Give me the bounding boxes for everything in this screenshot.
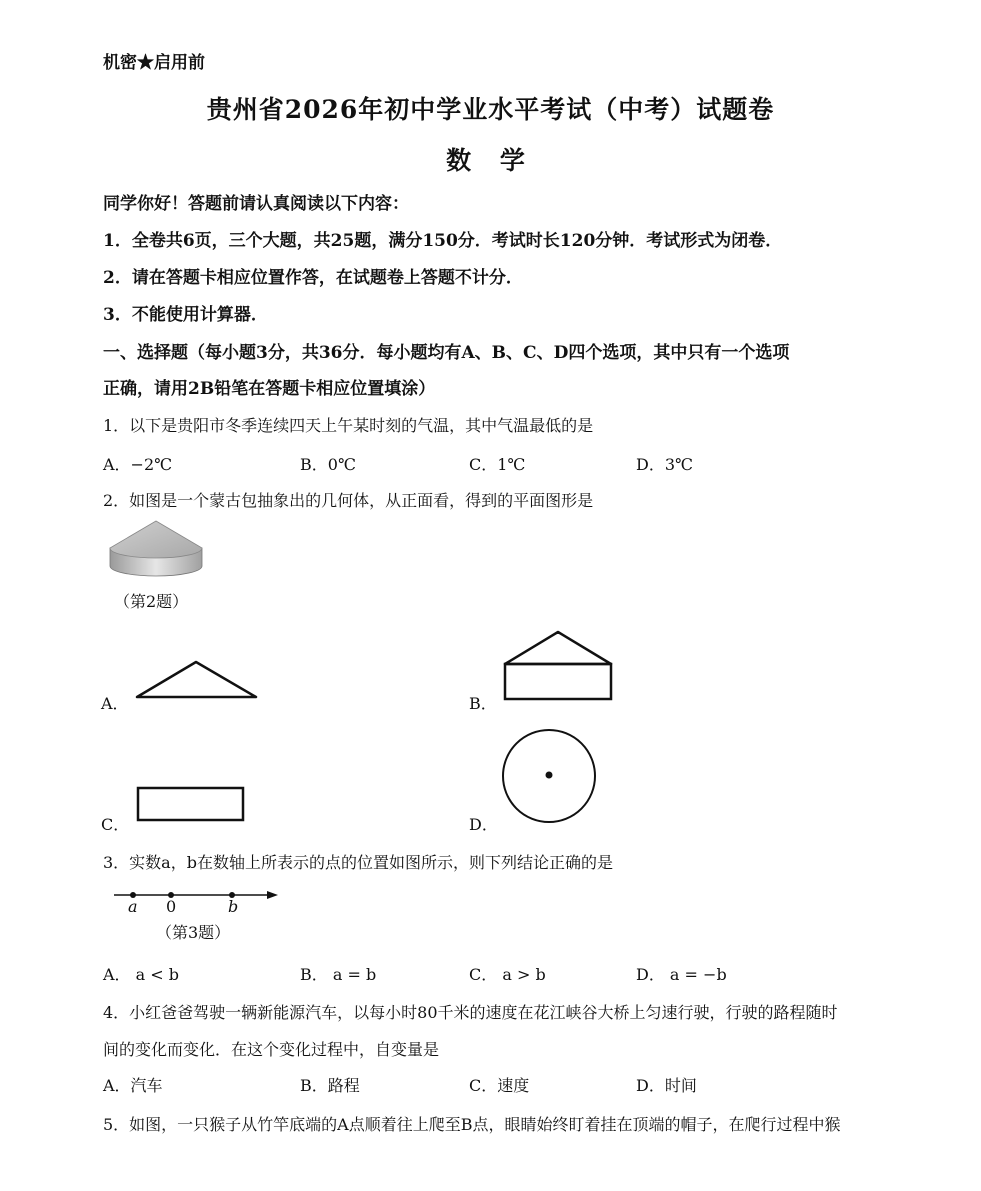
number-line-label-b: b [228, 897, 239, 916]
q3-option-b: B． a = b [300, 965, 377, 984]
exam-title: 贵州省2026年初中学业水平考试（中考）试题卷 [206, 95, 775, 124]
q3-option-c: C． a > b [469, 965, 546, 984]
q4-option-b: B．路程 [300, 1076, 360, 1095]
q2-option-c-label: C． [101, 815, 130, 834]
figure-2-caption: （第2题） [114, 592, 189, 611]
question-4-line1: 4．小红爸爸驾驶一辆新能源汽车，以每小时80千米的速度在花江峡谷大桥上匀速行驶，行驶的路程随时 [103, 1003, 838, 1022]
notice-item-1: 1．全卷共6页，三个大题，共25题，满分150分．考试时长120分钟．考试形式为闭卷． [103, 231, 783, 251]
notice-item-2: 2．请在答题卡相应位置作答，在试题卷上答题不计分． [103, 268, 523, 288]
notice-item-3: 3．不能使用计算器． [103, 305, 268, 325]
q2-option-c-rectangle [136, 785, 246, 823]
question-5-text: 5．如图，一只猴子从竹竿底端的A点顺着往上爬至B点，眼睛始终盯着挂在顶端的帽子，在爬行过程中猴 [103, 1115, 841, 1134]
q1-option-b: B．0℃ [300, 455, 356, 474]
q2-option-d-circle-with-center [500, 727, 598, 825]
q3-option-d: D． a = −b [636, 965, 727, 984]
question-2-text: 2．如图是一个蒙古包抽象出的几何体，从正面看，得到的平面图形是 [103, 491, 594, 510]
subject-title: 数 学 [446, 146, 535, 175]
q2-option-d-label: D． [469, 815, 498, 834]
section1-heading-line1: 一、选择题（每小题3分，共36分．每小题均有A、B、C、D四个选项，其中只有一个选项 [103, 343, 790, 363]
q4-option-d: D．时间 [636, 1076, 697, 1095]
q2-option-b-house-shape [502, 629, 614, 703]
q4-option-c: C．速度 [469, 1076, 530, 1095]
question-3-text: 3．实数a，b在数轴上所表示的点的位置如图所示，则下列结论正确的是 [103, 853, 613, 872]
q2-option-b-label: B． [469, 694, 497, 713]
q2-option-a-triangle [134, 658, 260, 700]
yurt-solid-figure [108, 518, 204, 580]
confidential-label: 机密★启用前 [103, 53, 205, 73]
q3-option-a: A． a < b [103, 965, 180, 984]
notice-intro: 同学你好！答题前请认真阅读以下内容： [103, 194, 409, 214]
q4-option-a: A．汽车 [103, 1076, 163, 1095]
question-4-line2: 间的变化而变化．在这个变化过程中，自变量是 [103, 1040, 440, 1059]
q2-option-a-label: A． [101, 694, 129, 713]
number-line-label-0: 0 [166, 897, 177, 916]
q1-option-c: C．1℃ [469, 455, 526, 474]
number-line-label-a: a [128, 897, 138, 916]
question-1-text: 1．以下是贵阳市冬季连续四天上午某时刻的气温，其中气温最低的是 [103, 416, 594, 435]
q1-option-d: D．3℃ [636, 455, 693, 474]
figure-3-caption: （第3题） [156, 923, 231, 942]
q1-option-a: A．−2℃ [103, 455, 173, 474]
section1-heading-line2: 正确，请用2B铅笔在答题卡相应位置填涂） [103, 379, 436, 399]
